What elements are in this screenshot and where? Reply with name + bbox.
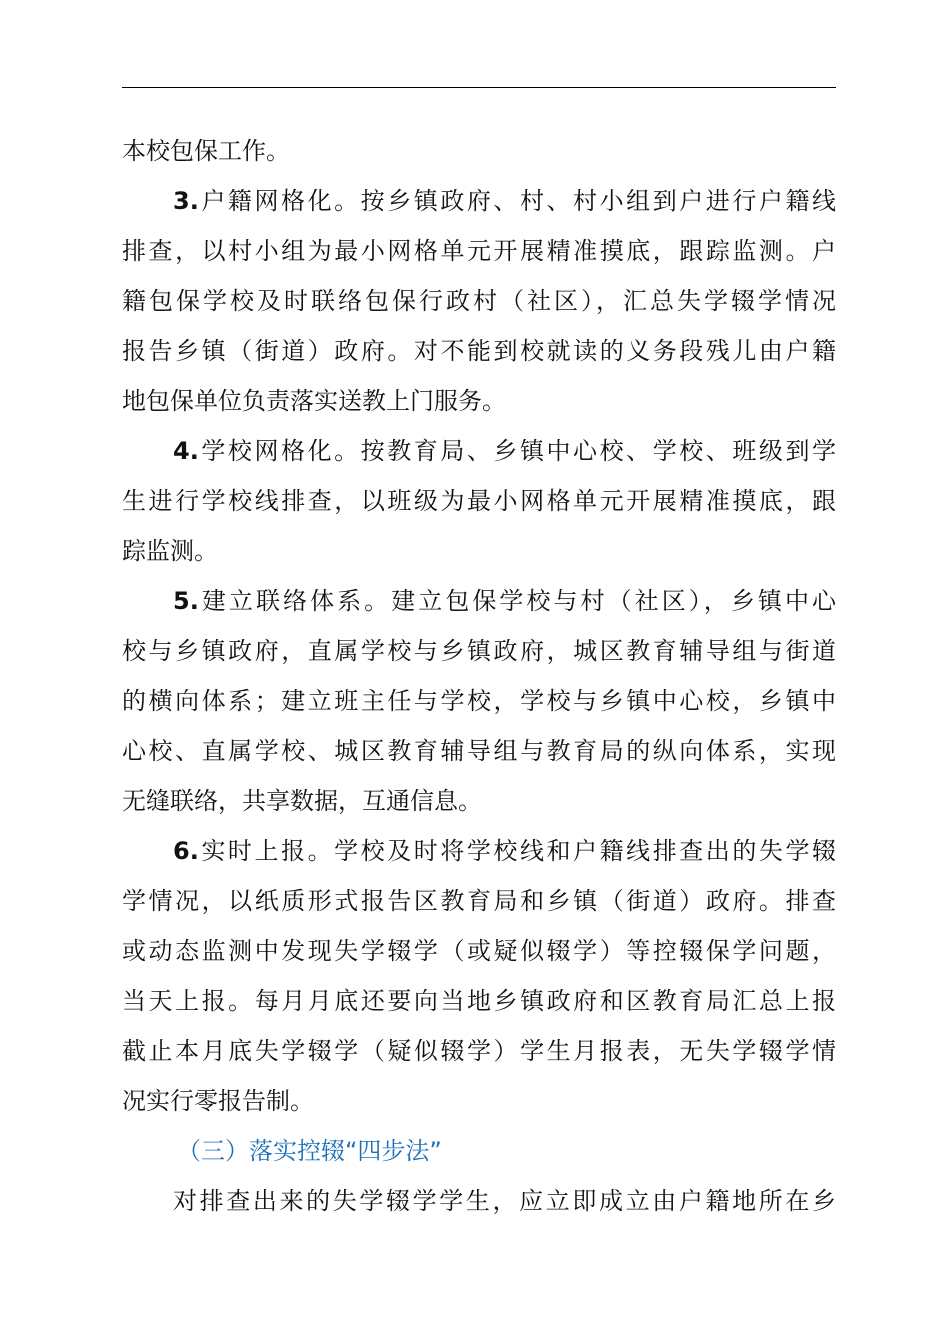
item-number: 6. [173, 837, 199, 865]
text-line: 本校包保工作。 [122, 137, 290, 165]
paragraph-item-6 [122, 826, 836, 1126]
text-line: 对排查出来的失学辍学学生，应立即成立由户籍地所在乡 [173, 1187, 836, 1215]
text-line: 地包保单位负责落实送教上门服务。 [122, 387, 506, 415]
line-text: 户籍网格化。按乡镇政府、村、村小组到户进行户籍线 [198, 187, 836, 215]
item-number: 4. [173, 437, 199, 465]
line-text: 学校网格化。按教育局、乡镇中心校、学校、班级到学 [198, 437, 836, 465]
text-line [122, 426, 836, 476]
item-number: 3. [173, 187, 199, 215]
item-number: 5. [173, 587, 199, 615]
paragraph-section-3 [122, 1176, 836, 1226]
paragraph-continuation [122, 126, 836, 176]
text-line: 的横向体系；建立班主任与学校，学校与乡镇中心校，乡镇中 [122, 687, 836, 715]
text-line [122, 576, 836, 626]
paragraph-item-3 [122, 176, 836, 426]
paragraph-item-4 [122, 426, 836, 576]
text-line: 当天上报。每月月底还要向当地乡镇政府和区教育局汇总上报 [122, 987, 836, 1015]
text-line: 报告乡镇（街道）政府。对不能到校就读的义务段残儿由户籍 [122, 337, 836, 365]
text-line: 或动态监测中发现失学辍学（或疑似辍学）等控辍保学问题， [122, 937, 836, 965]
header-rule [122, 87, 836, 88]
text-line: 无缝联络，共享数据，互通信息。 [122, 787, 482, 815]
text-line: 校与乡镇政府，直属学校与乡镇政府，城区教育辅导组与街道 [122, 637, 836, 665]
text-line: 截止本月底失学辍学（疑似辍学）学生月报表，无失学辍学情 [122, 1037, 836, 1065]
text-line [122, 826, 836, 876]
paragraph-item-5 [122, 576, 836, 826]
text-line: 学情况，以纸质形式报告区教育局和乡镇（街道）政府。排查 [122, 887, 836, 915]
text-line [122, 176, 836, 226]
line-text: 实时上报。学校及时将学校线和户籍线排查出的失学辍 [198, 837, 836, 865]
text-line: 排查，以村小组为最小网格单元开展精准摸底，跟踪监测。户 [122, 237, 836, 265]
text-line: 踪监测。 [122, 537, 218, 565]
text-line: 心校、直属学校、城区教育辅导组与教育局的纵向体系，实现 [122, 737, 836, 765]
line-text: 建立联络体系。建立包保学校与村（社区），乡镇中心 [198, 587, 836, 615]
text-line: 籍包保学校及时联络包保行政村（社区），汇总失学辍学情况 [122, 287, 836, 315]
text-line: 生进行学校线排查，以班级为最小网格单元开展精准摸底，跟 [122, 487, 836, 515]
section-heading: （三）落实控辍“四步法” [177, 1137, 442, 1165]
text-line: 况实行零报告制。 [122, 1087, 314, 1115]
document-body [122, 126, 836, 1226]
